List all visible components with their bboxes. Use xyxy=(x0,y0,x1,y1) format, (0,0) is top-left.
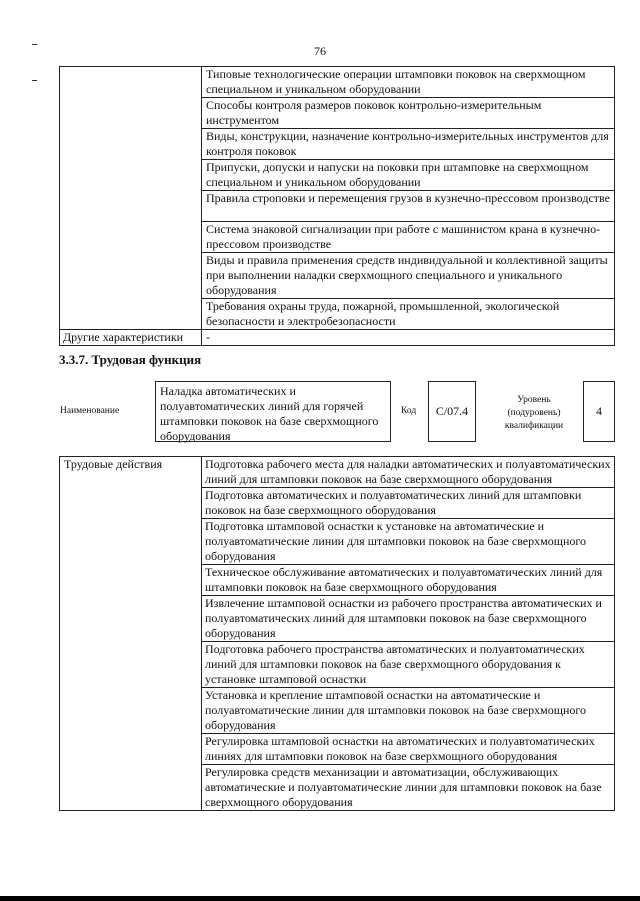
code-value: C/07.4 xyxy=(435,404,469,418)
function-name-box: Наладка автоматических и полуавтоматических линий для горячей штамповки поковок на базе сверхмощного оборудования xyxy=(155,381,391,442)
knowledge-item: Типовые технологические операции штамповки поковок на сверхмощном специальном и уникальном оборудовании xyxy=(202,67,615,98)
knowledge-item: Припуски, допуски и напуски на поковки при штамповке на сверхмощном специальном и уникальном оборудовании xyxy=(202,160,615,191)
knowledge-item: Виды и правила применения средств индивидуальной и коллективной защиты при выполнении наладки сверхмощного специального и уникального оборудования xyxy=(202,253,615,299)
knowledge-table xyxy=(59,66,615,346)
scan-edge-bar xyxy=(0,896,640,901)
code-box xyxy=(428,381,476,442)
labor-action-item: Подготовка рабочего места для наладки автоматических и полуавтоматических линий для штамповки поковок на базе сверхмощного оборудования xyxy=(202,457,615,488)
qualification-level-label: Уровень (подуровень) квалификации xyxy=(504,395,564,431)
labor-action-item: Подготовка рабочего пространства автоматических и полуавтоматических линий для штамповки поковок на базе сверхмощного оборудования к установке штамповой оснастки xyxy=(202,642,615,688)
table-row xyxy=(60,330,615,346)
scan-mark xyxy=(32,80,37,81)
other-characteristics-value: - xyxy=(202,330,615,346)
qualification-level-box xyxy=(583,381,615,442)
knowledge-item: Система знаковой сигнализации при работе с машинистом крана в кузнечно-прессовом производстве xyxy=(202,222,615,253)
labor-action-item: Техническое обслуживание автоматических и полуавтоматических линий для штамповки поковок на базе сверхмощного оборудования xyxy=(202,565,615,596)
labor-action-item: Извлечение штамповой оснастки из рабочего пространства автоматических и полуавтоматических линий для штамповки поковок на базе сверхмощного оборудования xyxy=(202,596,615,642)
table-row xyxy=(60,457,615,488)
section-heading: 3.3.7. Трудовая функция xyxy=(59,352,202,367)
labor-action-item: Подготовка штамповой оснастки к установке на автоматические и полуавтоматические линии для штамповки поковок на базе сверхмощного оборудования xyxy=(202,519,615,565)
knowledge-item: Виды, конструкции, назначение контрольно-измерительных инструментов для контроля поковок xyxy=(202,129,615,160)
page-number: 76 xyxy=(314,44,326,58)
name-label: Наименование xyxy=(60,406,120,416)
knowledge-item: Правила строповки и перемещения грузов в кузнечно-прессовом производстве xyxy=(202,191,615,222)
labor-action-item: Подготовка автоматических и полуавтоматических линий для штамповки поковок на базе сверхмощного оборудования xyxy=(202,488,615,519)
code-label: Код xyxy=(401,406,417,416)
knowledge-item: Способы контроля размеров поковок контрольно-измерительным инструментом xyxy=(202,98,615,129)
qualification-level-value: 4 xyxy=(596,404,602,418)
table-row xyxy=(60,67,615,98)
other-characteristics-label: Другие характеристики xyxy=(60,330,202,346)
labor-action-item: Установка и крепление штамповой оснастки на автоматические и полуавтоматические линии для штамповки поковок на базе сверхмощного оборудования xyxy=(202,688,615,734)
labor-action-item: Регулировка штамповой оснастки на автоматических и полуавтоматических линиях для штамповки поковок на базе сверхмощного оборудования xyxy=(202,734,615,765)
labor-actions-table xyxy=(59,456,615,811)
knowledge-item: Требования охраны труда, пожарной, промышленной, экологической безопасности и электробезопасности xyxy=(202,299,615,330)
labor-action-item: Регулировка средств механизации и автоматизации, обслуживающих автоматические и полуавтоматические линии для штамповки поковок на базе сверхмощного оборудования xyxy=(202,765,615,811)
label-cell-empty xyxy=(60,67,202,330)
labor-actions-label: Трудовые действия xyxy=(60,457,202,811)
